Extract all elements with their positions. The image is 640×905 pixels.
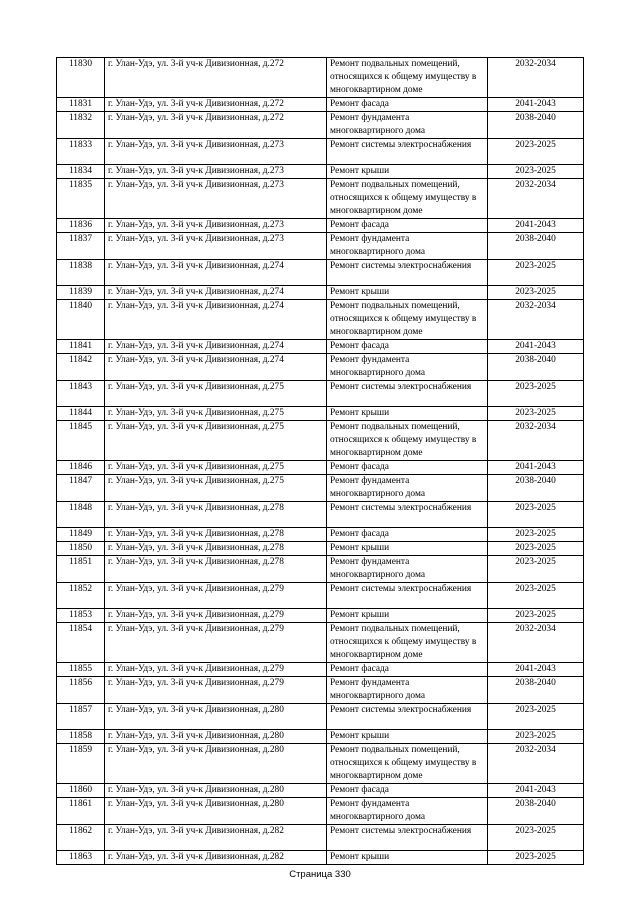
address-cell: г. Улан-Удэ, ул. 3-й уч-к Дивизионная, д.273 — [105, 179, 327, 219]
period-cell: 2041-2043 — [488, 340, 584, 354]
address-cell: г. Улан-Удэ, ул. 3-й уч-к Дивизионная, д.280 — [105, 784, 327, 798]
table-row — [57, 286, 584, 300]
period-cell: 2038-2040 — [488, 233, 584, 260]
address-cell: г. Улан-Удэ, ул. 3-й уч-к Дивизионная, д.274 — [105, 340, 327, 354]
table-row — [57, 340, 584, 354]
row-number-cell: 11838 — [57, 260, 105, 286]
address-cell: г. Улан-Удэ, ул. 3-й уч-к Дивизионная, д.278 — [105, 502, 327, 528]
row-number-cell: 11834 — [57, 165, 105, 179]
row-number-cell: 11844 — [57, 407, 105, 421]
work-type-cell: Ремонт подвальных помещений, относящихся к общему имуществу в многоквартирном доме — [327, 421, 488, 461]
address-cell: г. Улан-Удэ, ул. 3-й уч-к Дивизионная, д.274 — [105, 354, 327, 381]
address-cell: г. Улан-Удэ, ул. 3-й уч-к Дивизионная, д.275 — [105, 475, 327, 502]
period-cell: 2023-2025 — [488, 825, 584, 851]
table-row — [57, 139, 584, 165]
row-number-cell: 11863 — [57, 851, 105, 865]
address-cell: г. Улан-Удэ, ул. 3-й уч-к Дивизионная, д.279 — [105, 677, 327, 704]
work-type-cell: Ремонт системы электроснабжения — [327, 825, 488, 851]
period-cell: 2041-2043 — [488, 98, 584, 112]
capital-repair-table — [56, 57, 584, 865]
work-type-cell: Ремонт системы электроснабжения — [327, 502, 488, 528]
row-number-cell: 11843 — [57, 381, 105, 407]
period-cell: 2023-2025 — [488, 583, 584, 609]
address-cell: г. Улан-Удэ, ул. 3-й уч-к Дивизионная, д.280 — [105, 704, 327, 730]
period-cell: 2032-2034 — [488, 179, 584, 219]
period-cell: 2038-2040 — [488, 677, 584, 704]
address-cell: г. Улан-Удэ, ул. 3-й уч-к Дивизионная, д.275 — [105, 461, 327, 475]
address-cell: г. Улан-Удэ, ул. 3-й уч-к Дивизионная, д.275 — [105, 407, 327, 421]
address-cell: г. Улан-Удэ, ул. 3-й уч-к Дивизионная, д.278 — [105, 556, 327, 583]
table-row — [57, 354, 584, 381]
work-type-cell: Ремонт крыши — [327, 542, 488, 556]
table-row — [57, 556, 584, 583]
period-cell: 2038-2040 — [488, 798, 584, 825]
period-cell: 2032-2034 — [488, 744, 584, 784]
row-number-cell: 11851 — [57, 556, 105, 583]
address-cell: г. Улан-Удэ, ул. 3-й уч-к Дивизионная, д.272 — [105, 58, 327, 98]
row-number-cell: 11832 — [57, 112, 105, 139]
work-type-cell: Ремонт крыши — [327, 730, 488, 744]
work-type-cell: Ремонт крыши — [327, 407, 488, 421]
row-number-cell: 11845 — [57, 421, 105, 461]
work-type-cell: Ремонт системы электроснабжения — [327, 704, 488, 730]
table-body — [57, 58, 584, 865]
work-type-cell: Ремонт фасада — [327, 784, 488, 798]
address-cell: г. Улан-Удэ, ул. 3-й уч-к Дивизионная, д.279 — [105, 583, 327, 609]
address-cell: г. Улан-Удэ, ул. 3-й уч-к Дивизионная, д.275 — [105, 421, 327, 461]
row-number-cell: 11839 — [57, 286, 105, 300]
table-row — [57, 528, 584, 542]
work-type-cell: Ремонт системы электроснабжения — [327, 139, 488, 165]
address-cell: г. Улан-Удэ, ул. 3-й уч-к Дивизионная, д.274 — [105, 300, 327, 340]
address-cell: г. Улан-Удэ, ул. 3-й уч-к Дивизионная, д.273 — [105, 219, 327, 233]
address-cell: г. Улан-Удэ, ул. 3-й уч-к Дивизионная, д.272 — [105, 112, 327, 139]
row-number-cell: 11857 — [57, 704, 105, 730]
table-row — [57, 165, 584, 179]
table-row — [57, 475, 584, 502]
period-cell: 2038-2040 — [488, 475, 584, 502]
address-cell: г. Улан-Удэ, ул. 3-й уч-к Дивизионная, д.272 — [105, 98, 327, 112]
period-cell: 2038-2040 — [488, 354, 584, 381]
period-cell: 2023-2025 — [488, 407, 584, 421]
work-type-cell: Ремонт фасада — [327, 219, 488, 233]
page-number: Страница 330 — [289, 869, 351, 880]
period-cell: 2023-2025 — [488, 609, 584, 623]
period-cell: 2041-2043 — [488, 219, 584, 233]
period-cell: 2041-2043 — [488, 663, 584, 677]
row-number-cell: 11852 — [57, 583, 105, 609]
period-cell: 2032-2034 — [488, 300, 584, 340]
table-row — [57, 421, 584, 461]
address-cell: г. Улан-Удэ, ул. 3-й уч-к Дивизионная, д.279 — [105, 609, 327, 623]
address-cell: г. Улан-Удэ, ул. 3-й уч-к Дивизионная, д.273 — [105, 139, 327, 165]
address-cell: г. Улан-Удэ, ул. 3-й уч-к Дивизионная, д.273 — [105, 165, 327, 179]
period-cell: 2023-2025 — [488, 502, 584, 528]
work-type-cell: Ремонт фасада — [327, 98, 488, 112]
address-cell: г. Улан-Удэ, ул. 3-й уч-к Дивизионная, д.278 — [105, 528, 327, 542]
row-number-cell: 11836 — [57, 219, 105, 233]
address-cell: г. Улан-Удэ, ул. 3-й уч-к Дивизионная, д.275 — [105, 381, 327, 407]
period-cell: 2023-2025 — [488, 165, 584, 179]
row-number-cell: 11840 — [57, 300, 105, 340]
row-number-cell: 11841 — [57, 340, 105, 354]
work-type-cell: Ремонт фундамента многоквартирного дома — [327, 475, 488, 502]
table-row — [57, 677, 584, 704]
address-cell: г. Улан-Удэ, ул. 3-й уч-к Дивизионная, д.280 — [105, 730, 327, 744]
table-row — [57, 381, 584, 407]
work-type-cell: Ремонт фундамента многоквартирного дома — [327, 556, 488, 583]
address-cell: г. Улан-Удэ, ул. 3-й уч-к Дивизионная, д.280 — [105, 798, 327, 825]
work-type-cell: Ремонт крыши — [327, 165, 488, 179]
row-number-cell: 11859 — [57, 744, 105, 784]
row-number-cell: 11850 — [57, 542, 105, 556]
table-row — [57, 623, 584, 663]
address-cell: г. Улан-Удэ, ул. 3-й уч-к Дивизионная, д.274 — [105, 260, 327, 286]
work-type-cell: Ремонт фасада — [327, 663, 488, 677]
table-row — [57, 730, 584, 744]
work-type-cell: Ремонт фасада — [327, 340, 488, 354]
table-row — [57, 300, 584, 340]
period-cell: 2023-2025 — [488, 139, 584, 165]
table-row — [57, 260, 584, 286]
row-number-cell: 11837 — [57, 233, 105, 260]
work-type-cell: Ремонт фасада — [327, 461, 488, 475]
row-number-cell: 11831 — [57, 98, 105, 112]
work-type-cell: Ремонт системы электроснабжения — [327, 583, 488, 609]
row-number-cell: 11848 — [57, 502, 105, 528]
row-number-cell: 11849 — [57, 528, 105, 542]
row-number-cell: 11847 — [57, 475, 105, 502]
period-cell: 2023-2025 — [488, 556, 584, 583]
address-cell: г. Улан-Удэ, ул. 3-й уч-к Дивизионная, д.282 — [105, 851, 327, 865]
table-row — [57, 663, 584, 677]
work-type-cell: Ремонт подвальных помещений, относящихся к общему имуществу в многоквартирном доме — [327, 300, 488, 340]
table-row — [57, 851, 584, 865]
period-cell: 2023-2025 — [488, 730, 584, 744]
table-row — [57, 502, 584, 528]
period-cell: 2023-2025 — [488, 381, 584, 407]
table-row — [57, 98, 584, 112]
work-type-cell: Ремонт подвальных помещений, относящихся к общему имуществу в многоквартирном доме — [327, 58, 488, 98]
period-cell: 2032-2034 — [488, 421, 584, 461]
work-type-cell: Ремонт системы электроснабжения — [327, 260, 488, 286]
period-cell: 2023-2025 — [488, 542, 584, 556]
work-type-cell: Ремонт фундамента многоквартирного дома — [327, 354, 488, 381]
period-cell: 2023-2025 — [488, 286, 584, 300]
row-number-cell: 11862 — [57, 825, 105, 851]
work-type-cell: Ремонт крыши — [327, 851, 488, 865]
row-number-cell: 11835 — [57, 179, 105, 219]
work-type-cell: Ремонт фундамента многоквартирного дома — [327, 677, 488, 704]
period-cell: 2023-2025 — [488, 528, 584, 542]
table-row — [57, 744, 584, 784]
period-cell: 2023-2025 — [488, 704, 584, 730]
address-cell: г. Улан-Удэ, ул. 3-й уч-к Дивизионная, д.278 — [105, 542, 327, 556]
table-row — [57, 233, 584, 260]
address-cell: г. Улан-Удэ, ул. 3-й уч-к Дивизионная, д.282 — [105, 825, 327, 851]
work-type-cell: Ремонт подвальных помещений, относящихся к общему имуществу в многоквартирном доме — [327, 623, 488, 663]
table-row — [57, 58, 584, 98]
period-cell: 2038-2040 — [488, 112, 584, 139]
table-row — [57, 179, 584, 219]
address-cell: г. Улан-Удэ, ул. 3-й уч-к Дивизионная, д.274 — [105, 286, 327, 300]
row-number-cell: 11853 — [57, 609, 105, 623]
address-cell: г. Улан-Удэ, ул. 3-й уч-к Дивизионная, д.273 — [105, 233, 327, 260]
work-type-cell: Ремонт крыши — [327, 286, 488, 300]
period-cell: 2023-2025 — [488, 260, 584, 286]
work-type-cell: Ремонт системы электроснабжения — [327, 381, 488, 407]
table-row — [57, 784, 584, 798]
table-row — [57, 798, 584, 825]
address-cell: г. Улан-Удэ, ул. 3-й уч-к Дивизионная, д.279 — [105, 623, 327, 663]
address-cell: г. Улан-Удэ, ул. 3-й уч-к Дивизионная, д.279 — [105, 663, 327, 677]
table-row — [57, 704, 584, 730]
row-number-cell: 11861 — [57, 798, 105, 825]
row-number-cell: 11855 — [57, 663, 105, 677]
work-type-cell: Ремонт фундамента многоквартирного дома — [327, 233, 488, 260]
work-type-cell: Ремонт подвальных помещений, относящихся к общему имуществу в многоквартирном доме — [327, 744, 488, 784]
work-type-cell: Ремонт фундамента многоквартирного дома — [327, 112, 488, 139]
period-cell: 2041-2043 — [488, 784, 584, 798]
period-cell: 2032-2034 — [488, 58, 584, 98]
work-type-cell: Ремонт крыши — [327, 609, 488, 623]
row-number-cell: 11854 — [57, 623, 105, 663]
row-number-cell: 11858 — [57, 730, 105, 744]
period-cell: 2041-2043 — [488, 461, 584, 475]
table-row — [57, 219, 584, 233]
period-cell: 2023-2025 — [488, 851, 584, 865]
row-number-cell: 11842 — [57, 354, 105, 381]
table-row — [57, 825, 584, 851]
row-number-cell: 11860 — [57, 784, 105, 798]
row-number-cell: 11846 — [57, 461, 105, 475]
table-row — [57, 112, 584, 139]
row-number-cell: 11833 — [57, 139, 105, 165]
table-row — [57, 407, 584, 421]
work-type-cell: Ремонт фасада — [327, 528, 488, 542]
table-row — [57, 542, 584, 556]
table-row — [57, 609, 584, 623]
address-cell: г. Улан-Удэ, ул. 3-й уч-к Дивизионная, д.280 — [105, 744, 327, 784]
row-number-cell: 11856 — [57, 677, 105, 704]
table-row — [57, 583, 584, 609]
work-type-cell: Ремонт фундамента многоквартирного дома — [327, 798, 488, 825]
work-type-cell: Ремонт подвальных помещений, относящихся к общему имуществу в многоквартирном доме — [327, 179, 488, 219]
period-cell: 2032-2034 — [488, 623, 584, 663]
table-row — [57, 461, 584, 475]
row-number-cell: 11830 — [57, 58, 105, 98]
